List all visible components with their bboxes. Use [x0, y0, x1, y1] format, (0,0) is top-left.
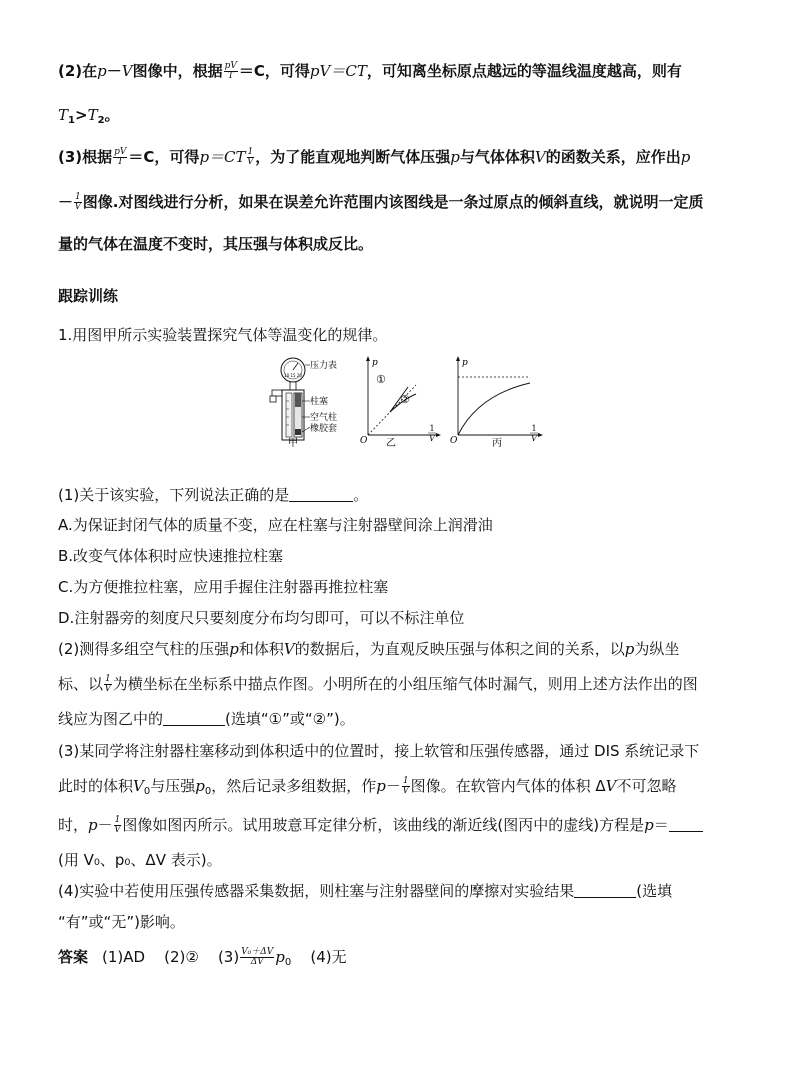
text: (选填: [636, 882, 673, 900]
text: ＝C，可得: [128, 148, 200, 166]
caption-bing: 丙: [492, 438, 502, 447]
text: 为横坐标在坐标系中描点作图。小明所在的小组压缩气体时漏气，则用上述方法作出的图: [112, 675, 698, 693]
frac-num: pV: [114, 147, 127, 157]
subscript: 2: [97, 115, 105, 126]
var-p: p: [376, 777, 386, 795]
axis-label-num: 1: [531, 424, 537, 433]
frac-den: V: [114, 825, 121, 835]
option-a: A.为保证封闭气体的质量不变，应在柱塞与注射器壁间涂上润滑油: [58, 516, 493, 534]
fraction-1-over-v: [247, 148, 255, 167]
text: －: [97, 816, 113, 834]
text: 图像。在软管内气体的体积 Δ: [410, 777, 606, 795]
text: 的数据后，为直观反映压强与体积之间的关系，以: [294, 640, 625, 658]
figure-yi: [360, 356, 441, 447]
answer-1: (1)AD: [102, 948, 146, 966]
text: 与气体体积: [459, 148, 535, 166]
label-curve-2: ②: [400, 393, 410, 406]
origin-label: O: [360, 436, 368, 446]
figure-bing: [450, 356, 543, 447]
axis-label-p: p: [462, 358, 468, 368]
label-rubber-cap: 橡胶套: [310, 424, 338, 434]
text: (1)关于该实验，下列说法正确的是: [58, 486, 290, 504]
var-p: p: [97, 62, 107, 80]
text: ，可知离坐标原点越远的等温线温度越高，则有: [366, 62, 682, 80]
answer-3-fraction: [240, 948, 274, 967]
question-part-4b: “有”或“无”)影响。: [58, 913, 185, 931]
question-part-3: (3)某同学将注射器柱塞移动到体积适中的位置时，接上软管和压强传感器，通过 DIS 系统记录下: [58, 742, 700, 760]
frac-den: V: [402, 786, 409, 796]
var-v: V: [534, 148, 546, 166]
text: ＝: [653, 816, 669, 834]
text: 。: [353, 486, 369, 504]
text: (3)根据: [58, 148, 113, 166]
text: 图像中，根据: [132, 62, 223, 80]
text: 时，: [58, 816, 89, 834]
label-plunger: 柱塞: [310, 397, 329, 407]
explain-line-4: [58, 191, 703, 213]
frac-num: 1: [402, 776, 409, 786]
frac-den: V: [104, 684, 112, 694]
text: 。: [104, 106, 120, 124]
frac-den: V: [247, 157, 254, 167]
label-air-column: 空气柱: [310, 413, 338, 423]
question-part-3c: [58, 814, 703, 836]
label-gauge: 压力表: [310, 361, 338, 371]
answer-3-prefix: (3): [217, 948, 240, 966]
explain-line-5: 量的气体在温度不变时，其压强与体积成反比。: [58, 235, 374, 253]
axis-label-p: p: [372, 358, 378, 368]
answer-blank[interactable]: [289, 486, 353, 502]
label-curve-1: ①: [376, 373, 386, 386]
formula: p＝CT: [199, 148, 246, 166]
arrow-icon: [436, 433, 441, 437]
arrow-icon: [366, 356, 370, 361]
fraction-1-over-v: [114, 816, 122, 835]
frac-num: 1: [114, 815, 121, 825]
text: －: [58, 193, 74, 211]
pipe-bend: [270, 396, 276, 402]
var-t: T: [58, 106, 69, 124]
experiment-figure: [268, 355, 558, 447]
air-column: [295, 407, 301, 429]
var-v: V: [283, 640, 295, 658]
fraction-pv-over-t: [113, 148, 127, 167]
answer-label: 答案: [58, 948, 89, 966]
text: (选填“①”或“②”)。: [225, 710, 355, 728]
frac-num: pV: [224, 61, 237, 71]
explain-line-3: [58, 146, 690, 168]
var-p: p: [88, 816, 98, 834]
text: 为纵坐: [634, 640, 680, 658]
question-part-4: [58, 880, 672, 902]
question-part-1: [58, 484, 368, 506]
explain-line-2: [58, 60, 682, 82]
answer-line: [58, 946, 347, 974]
formula: pV＝CT: [309, 62, 367, 80]
text: ，然后记录多组数据，作: [211, 777, 377, 795]
text: (2)测得多组空气柱的压强: [58, 640, 230, 658]
fraction-1-over-v: [104, 675, 112, 694]
pressure-curve: [458, 383, 530, 435]
var-p: p: [275, 948, 285, 966]
text: 此时的体积: [58, 777, 134, 795]
text: ，为了能直观地判断气体压强: [255, 148, 451, 166]
section-title: 跟踪训练: [58, 287, 119, 305]
gauge-stem: [290, 382, 296, 390]
axis-label-v: V: [531, 434, 537, 443]
caption-jia: 甲: [288, 438, 298, 447]
text: 的函数关系，应作出: [545, 148, 681, 166]
text: >: [74, 106, 88, 124]
plunger: [295, 393, 301, 407]
frac-num: 1: [247, 147, 254, 157]
frac-den: ΔV: [250, 957, 264, 967]
arrow-icon: [456, 356, 460, 361]
frac-num: 1: [105, 674, 111, 684]
question-part-3d: (用 V₀、p₀、ΔV 表示)。: [58, 851, 222, 869]
subscript: 0: [284, 957, 292, 968]
text: 线应为图乙中的: [58, 710, 164, 728]
subscript: 0: [143, 786, 151, 797]
axis-label-v: V: [429, 434, 435, 443]
text: 图像.对图线进行分析，如果在误差允许范围内该图线是一条过原点的倾斜直线，就说明一定质: [82, 193, 704, 211]
answer-blank[interactable]: [574, 882, 636, 898]
subscript: 1: [68, 115, 75, 126]
answer-2: (2)②: [164, 948, 199, 966]
text: 不可忽略: [616, 777, 677, 795]
option-d: D.注射器旁的刻度尺只要刻度分布均匀即可，可以不标注单位: [58, 609, 465, 627]
option-c: C.为方便推拉柱塞，应用手握住注射器再推拉柱塞: [58, 578, 389, 596]
scale-ruler: [286, 393, 292, 437]
answer-4: (4)无: [310, 948, 347, 966]
fraction-1-over-v: [402, 777, 410, 796]
question-part-2c: [58, 708, 355, 730]
var-p: p: [644, 816, 654, 834]
text: －: [106, 62, 122, 80]
figure-jia: [270, 358, 337, 447]
var-v: V: [605, 777, 617, 795]
axis-label-num: 1: [429, 424, 435, 433]
frac-num: V₀＋ΔV: [241, 947, 274, 957]
subscript: 0: [204, 786, 212, 797]
option-b: B.改变气体体积时应快速推拉柱塞: [58, 547, 284, 565]
frac-den: T: [117, 157, 124, 167]
fraction-1-over-v: [74, 193, 82, 212]
origin-label: O: [450, 436, 458, 446]
answer-blank[interactable]: [163, 710, 225, 726]
text: (2)在: [58, 62, 98, 80]
text: －: [385, 777, 401, 795]
explain-line-2b: [58, 104, 120, 132]
var-p: p: [680, 148, 691, 166]
text: 与压强: [150, 777, 196, 795]
caption-yi: 乙: [386, 438, 396, 447]
frac-num: 1: [75, 192, 81, 202]
question-stem: 1.用图甲所示实验装置探究气体等温变化的规律。: [58, 326, 388, 344]
frac-den: V: [74, 202, 82, 212]
question-part-2b: [58, 673, 698, 695]
gauge-ticks: 10 15 20: [284, 373, 302, 378]
text: 标、以: [58, 675, 104, 693]
question-part-3b: [58, 775, 677, 803]
text: ＝C，可得: [238, 62, 310, 80]
answer-blank[interactable]: [669, 816, 703, 832]
var-p: p: [450, 148, 460, 166]
var-p: p: [195, 777, 205, 795]
text: 图像如图丙所示。试用玻意耳定律分析，该曲线的渐近线(图丙中的虚线)方程是: [122, 816, 645, 834]
var-p: p: [229, 640, 239, 658]
fraction-pv-over-t: [224, 62, 238, 81]
var-p: p: [624, 640, 635, 658]
rubber-cap: [295, 429, 301, 435]
text: (4)实验中若使用压强传感器采集数据，则柱塞与注射器壁间的摩擦对实验结果: [58, 882, 575, 900]
text: 和体积: [238, 640, 284, 658]
var-v: V: [121, 62, 133, 80]
frac-den: T: [227, 71, 234, 81]
arrow-icon: [538, 433, 543, 437]
var-v: V: [133, 777, 144, 795]
question-part-2: [58, 638, 679, 660]
var-t: T: [87, 106, 98, 124]
